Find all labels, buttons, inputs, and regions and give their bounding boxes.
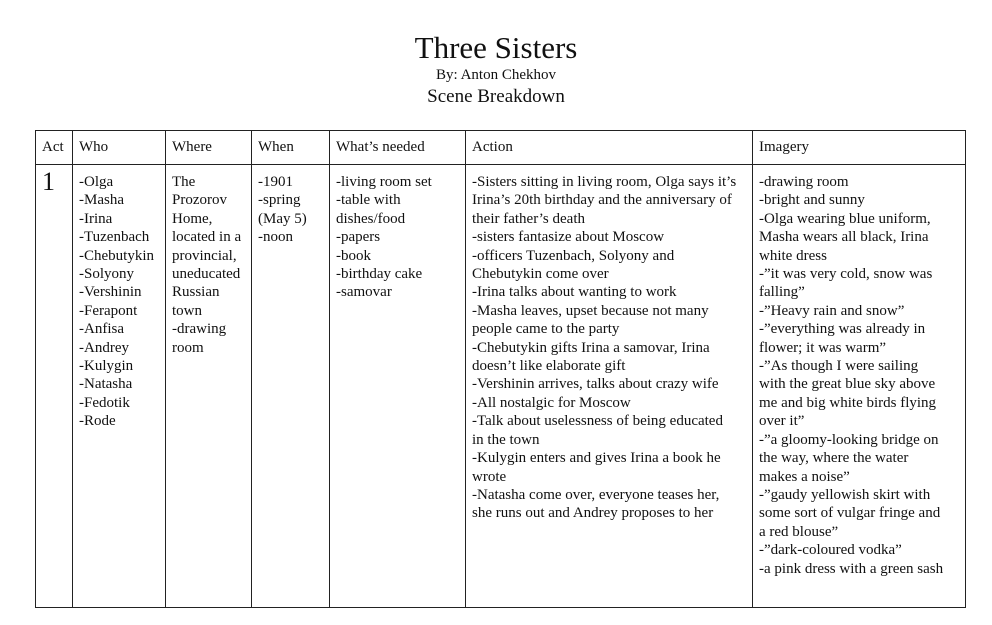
imagery-line: some sort of vulgar fringe and [759,505,941,522]
who-line: -Vershinin [79,284,142,301]
column-header-imagery: Imagery [753,131,966,165]
action-line: -Masha leaves, upset because not many [472,302,709,319]
who-line: -Solyony [79,266,135,283]
author-byline: By: Anton Chekhov [435,67,556,83]
scene-breakdown-table [35,130,966,608]
imagery-line: falling” [759,284,805,301]
document-subtitle: Scene Breakdown [427,86,565,107]
column-header-when: When [252,131,330,165]
where-line: town [172,302,202,319]
imagery-line: white dress [759,247,827,264]
column-header-act: Act [36,131,73,165]
imagery-line: -”gaudy yellowish skirt with [759,486,931,503]
column-header-who: Who [73,131,166,165]
who-line: -Ferapont [79,302,138,319]
imagery-line: -a pink dress with a green sash [759,560,944,577]
whats-needed-line: -papers [336,229,381,246]
action-line: -sisters fantasize about Moscow [472,229,665,246]
imagery-line: a red blouse” [759,523,839,540]
document-title: Three Sisters [414,30,578,65]
where-cell [166,165,252,608]
column-header-action: Action [466,131,753,165]
who-line: -Chebutykin [79,247,154,264]
action-line: wrote [472,468,507,485]
who-line: -Anfisa [79,321,124,338]
where-line: The [172,174,196,190]
imagery-line: with the great blue sky above [759,376,936,393]
when-line: -spring [258,192,301,209]
whats-needed-line: -birthday cake [336,266,423,283]
action-line: -officers Tuzenbach, Solyony and [472,247,675,264]
imagery-line: the way, where the water [759,450,909,467]
when-line: -1901 [258,174,293,190]
column-header-where: Where [166,131,252,165]
table-row [36,165,966,608]
when-line: (May 5) [258,210,307,227]
who-line: -Andrey [79,339,129,356]
when-line: -noon [258,229,293,246]
where-line: Home, [172,210,213,227]
where-line: room [172,339,204,356]
imagery-line: -”it was very cold, snow was [759,266,933,283]
imagery-line: -”everything was already in [759,321,926,338]
who-line: -Kulygin [79,358,134,375]
who-line: -Natasha [79,376,133,393]
action-line: -All nostalgic for Moscow [472,394,631,411]
who-cell [73,165,166,608]
where-line: -drawing [172,321,227,338]
where-line: Russian [172,284,220,301]
imagery-line: -bright and sunny [759,192,865,209]
who-line: -Fedotik [79,394,130,411]
who-line: -Rode [79,413,116,430]
whats-needed-line: -living room set [336,174,432,190]
imagery-line: -drawing room [759,174,849,190]
whats-needed-line: -samovar [336,284,392,301]
where-line: Prozorov [172,192,227,209]
whats-needed-cell [330,165,466,608]
where-line: uneducated [172,266,241,283]
imagery-line: -”a gloomy-looking bridge on [759,431,939,448]
action-line: Chebutykin come over [472,266,609,283]
action-line: -Kulygin enters and gives Irina a book he [472,450,721,467]
column-header-whats-needed: What’s needed [330,131,466,165]
action-line: people came to the party [472,321,620,338]
action-line: -Chebutykin gifts Irina a samovar, Irina [472,339,710,356]
where-line: located in a [172,229,242,246]
imagery-line: over it” [759,413,805,430]
action-line: in the town [472,431,540,448]
imagery-line: -”As though I were sailing [759,358,919,375]
who-line: -Irina [79,210,113,227]
imagery-line: makes a noise” [759,468,850,485]
imagery-line: flower; it was warm” [759,339,887,356]
action-line: -Talk about uselessness of being educated [472,413,723,430]
action-line: -Irina talks about wanting to work [472,284,677,301]
who-line: -Masha [79,192,124,209]
imagery-line: Masha wears all black, Irina [759,229,929,246]
action-line: -Sisters sitting in living room, Olga says it’s [472,174,737,190]
imagery-line: -”dark-coloured vodka” [759,542,902,559]
when-cell [252,165,330,608]
imagery-line: -”Heavy rain and snow” [759,302,905,319]
action-cell [466,165,753,608]
whats-needed-line: -book [336,247,371,264]
action-line: she runs out and Andrey proposes to her [472,505,714,522]
who-line: -Olga [79,174,114,190]
action-line: their father’s death [472,210,586,227]
table-header-row [36,131,966,165]
whats-needed-line: dishes/food [336,210,406,227]
imagery-line: me and big white birds flying [759,394,937,411]
who-line: -Tuzenbach [79,229,150,246]
imagery-cell [753,165,966,608]
act-number-cell: 1 [36,165,73,608]
action-line: -Natasha come over, everyone teases her, [472,486,720,503]
action-line: Irina’s 20th birthday and the anniversary of [472,192,732,209]
action-line: -Vershinin arrives, talks about crazy wife [472,376,719,393]
where-line: provincial, [172,247,237,264]
imagery-line: -Olga wearing blue uniform, [759,210,931,227]
action-line: doesn’t like elaborate gift [472,358,626,375]
whats-needed-line: -table with [336,192,401,209]
